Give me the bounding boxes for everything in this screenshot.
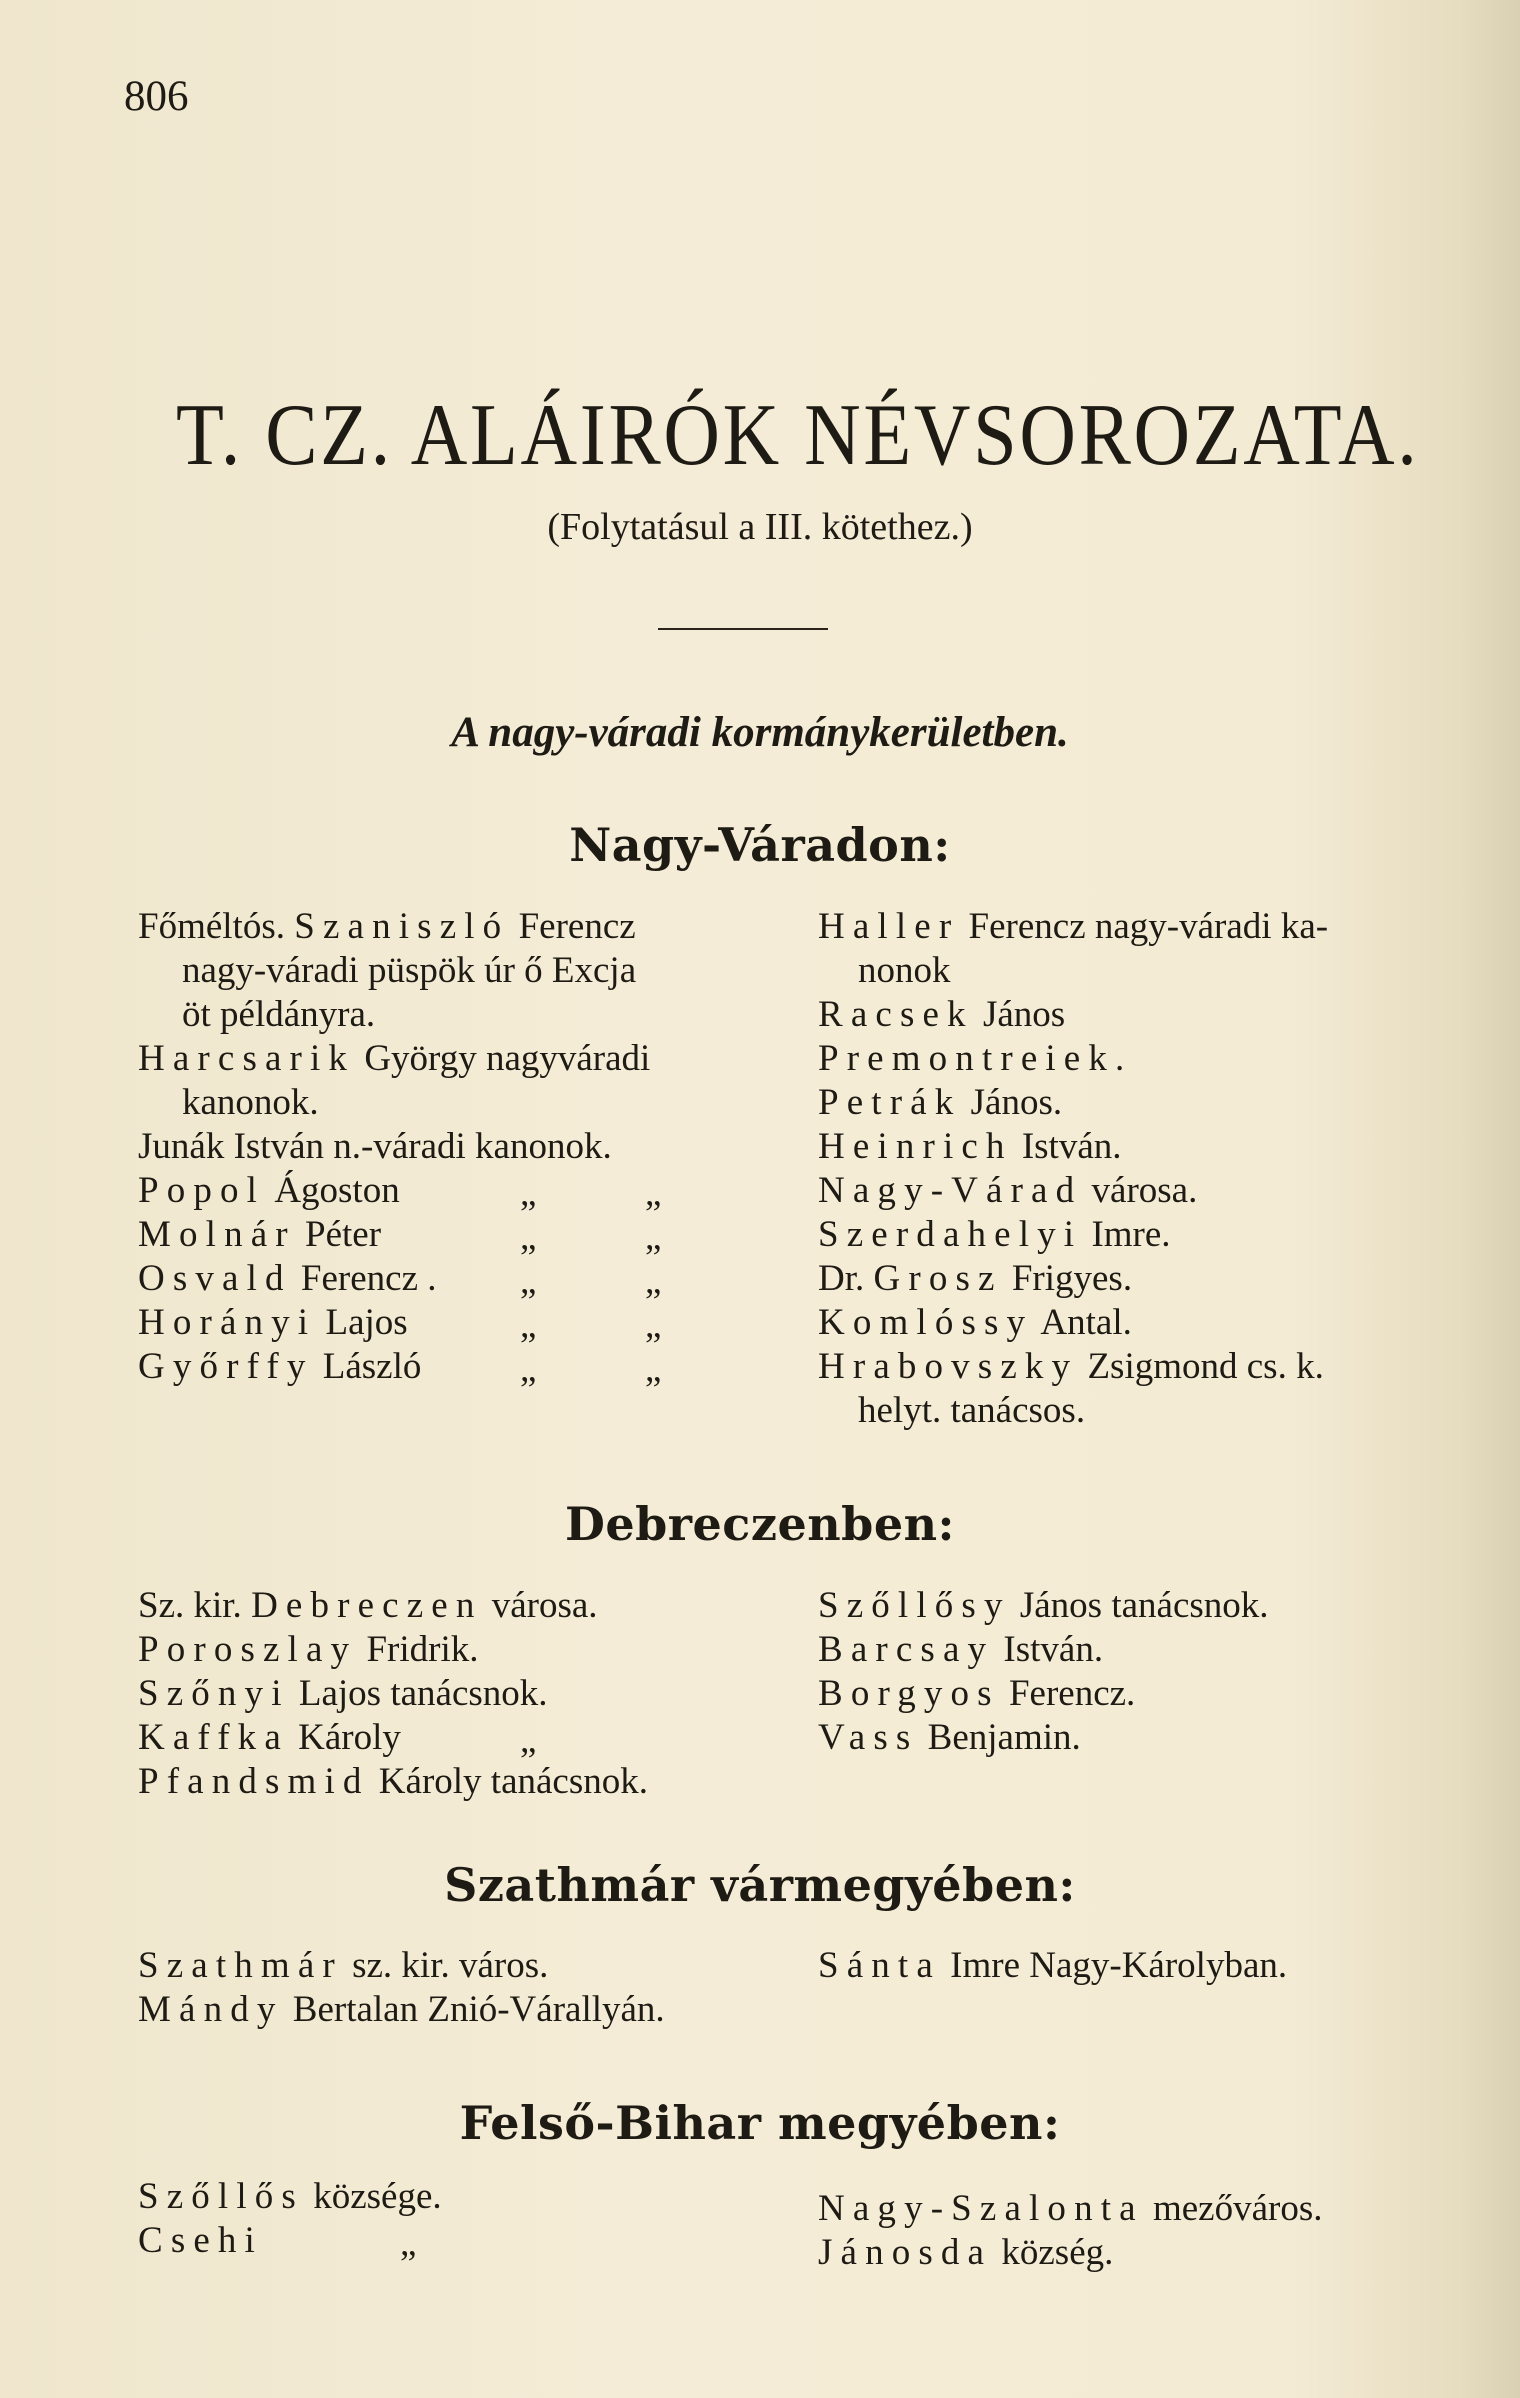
ditto-mark: „ [645, 1173, 662, 1214]
list-item: Mándy Bertalan Znió-Várallyán. [138, 1989, 665, 2030]
list-item: Heinrich István. [818, 1126, 1122, 1167]
list-item: Sánta Imre Nagy-Károlyban. [818, 1945, 1288, 1986]
list-item-continuation: nonok [858, 950, 951, 991]
ditto-mark: „ [645, 1217, 662, 1258]
section-heading-szathmar: Szathmár vármegyében: [444, 1858, 1076, 1912]
list-item: Harcsarik György nagyváradi [138, 1038, 651, 1079]
list-item: Kaffka Károly [138, 1717, 401, 1758]
list-item: Csehi [138, 2220, 263, 2261]
ditto-mark: „ [645, 1261, 662, 1302]
list-item-continuation: nagy-váradi püspök úr ő Excja [182, 950, 637, 991]
list-item: Sz. kir. Debreczen városa. [138, 1585, 598, 1626]
list-item: Dr. Grosz Frigyes. [818, 1258, 1133, 1299]
list-item: Nagy-Szalonta mezőváros. [818, 2188, 1323, 2229]
list-item: Pfandsmid Károly tanácsnok. [138, 1761, 648, 1802]
ditto-mark: „ [520, 1261, 537, 1302]
list-item: Főméltós. Szaniszló Ferencz [138, 906, 636, 947]
list-item: Barcsay István. [818, 1629, 1104, 1670]
list-item: Szőnyi Lajos tanácsnok. [138, 1673, 548, 1714]
list-item: Szerdahelyi Imre. [818, 1214, 1171, 1255]
ditto-mark: „ [645, 1349, 662, 1390]
list-item: Borgyos Ferencz. [818, 1673, 1136, 1714]
page-title: T. CZ. ALÁIRÓK NÉVSOROZATA. [176, 387, 1420, 484]
list-item: Petrák János. [818, 1082, 1063, 1123]
list-item: Szőllősy János tanácsnok. [818, 1585, 1269, 1626]
list-item: Popol Ágoston [138, 1170, 400, 1211]
page-number: 806 [124, 73, 189, 120]
section-heading-nagyvarad: Nagy-Váradon: [569, 818, 951, 872]
list-item: Molnár Péter [138, 1214, 382, 1255]
list-item: Horányi Lajos [138, 1302, 408, 1343]
list-item: Junák István n.-váradi kanonok. [138, 1126, 612, 1167]
section-heading-felsobihar: Felső-Bihar megyében: [459, 2096, 1061, 2150]
list-item-continuation: helyt. tanácsos. [858, 1390, 1086, 1431]
ditto-mark: „ [520, 1217, 537, 1258]
list-item: Jánosda község. [818, 2232, 1114, 2273]
divider-rule [658, 628, 828, 630]
list-item-continuation: öt példányra. [182, 994, 376, 1035]
list-item: Szőllős községe. [138, 2176, 442, 2217]
list-item: Vass Benjamin. [818, 1717, 1081, 1758]
list-item: Poroszlay Fridrik. [138, 1629, 479, 1670]
ditto-mark: „ [520, 1305, 537, 1346]
ditto-mark: „ [400, 2223, 417, 2264]
ditto-mark: „ [645, 1305, 662, 1346]
list-item: Hrabovszky Zsigmond cs. k. [818, 1346, 1324, 1387]
list-item: Racsek János [818, 994, 1066, 1035]
list-item: Haller Ferencz nagy-váradi ka- [818, 906, 1329, 947]
list-item: Nagy-Várad városa. [818, 1170, 1198, 1211]
list-item: Komlóssy Antal. [818, 1302, 1132, 1343]
ditto-mark: „ [520, 1720, 537, 1761]
ditto-mark: „ [520, 1349, 537, 1390]
ditto-mark: „ [520, 1173, 537, 1214]
list-item: Szathmár sz. kir. város. [138, 1945, 549, 1986]
section-heading-debreczen: Debreczenben: [564, 1497, 956, 1551]
list-item: Osvald Ferencz . [138, 1258, 437, 1299]
list-item-continuation: kanonok. [182, 1082, 319, 1123]
list-item: Győrffy László [138, 1346, 422, 1387]
region-heading: A nagy-váradi kormánykerületben. [451, 709, 1069, 756]
list-item: Premontreiek. [818, 1038, 1133, 1079]
page-subtitle: (Folytatásul a III. kötethez.) [547, 506, 973, 548]
